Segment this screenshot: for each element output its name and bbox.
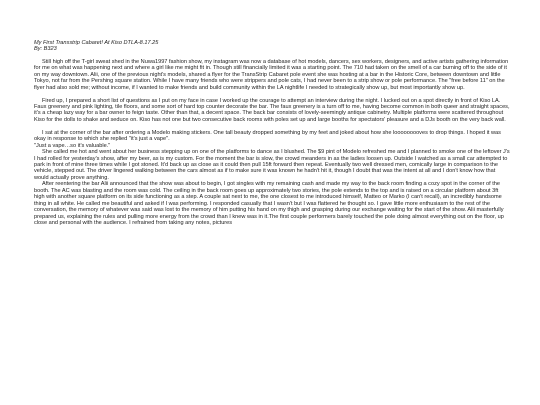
document-page — [34, 40, 510, 405]
paragraph-intro: Still high off the T-girl sweat shed in the Nuwa1997 fashion show, my instagram was now a database of hot models, dancers, sex workers, designers, and active artists gathering information for me on what was happening next and where a girl like me might fit in. Though still financially limited it was a starting point. The 710 had taken on the smell of a car burning off to the side of it on my way downtown. Alii, one of the previous night's models, shared a flyer for the TransStrip Cabaret pole event she was hosting at a bar in the Historic Core, between downtown and little Tokyo, not far from the Pershing square station. While I have many friends who were strippers and pole cats, I had never been to a strip show or pole performance. The "free before 11" on the flyer had also sold me; without income, if I wanted to make friends and build community within the LA nightlife I needed to strategically show up, but most importantly show up. — [34, 58, 509, 91]
document-title: My First Transstrip Cabaret! At Kiso DTLA-8.17.25 — [34, 40, 159, 46]
paragraph-arrival: Fired up, I prepared a short list of questions as I put on my face in case I worked up the courage to attempt an interview during the night. I lucked out on a spot directly in front of Kiso LA. Faux greenery and pink lighting, tile floors, and some sort of hard top counter decorate the bar. The faux greenery is a turn off to me, having become common in both queer and straight spaces, it's a cheap lazy way for a bar owner to feign taste. Other than that, a decent space. The back bar consists of lovely-seemingly antique cabinetry. Multiple platforms were scattered throughout Kiso for the dolls to shake and seduce on. Kiso has not one but two consecutive back rooms with poles set up and large booths for spectators' pleasure and a DJs booth on the very back wall. — [34, 97, 510, 123]
document-byline: By: B323 — [34, 46, 57, 53]
paragraph-outside: She called me hot and went about her business stepping up on one of the platforms to dance as I blushed. The $9 pint of Modelo refreshed me and I planned to smoke one of the leftover J's I had rolled for yesterday's show, after my beer, as is my custom. For the moment the bar is slow, the crowd meanders in as the ladies loosen up. Outside I watched as a small car attempted to park in front of mine three times while I got stoned. It'd back up as close as it could then pull 15ft forward then repeat. Eventually two well dressed men, comically large in comparison to the vehicle, stepped out. The driver lingered walking between the cars almost as if to make sure it was known he hadn't hit it, though I doubt that was the intent at all and I don't know how that would actually prove anything. — [34, 149, 510, 181]
paragraph-bar: I sat at the corner of the bar after ordering a Modelo making stickers. One tall beauty dropped something by my feet and joked about how she looooooooves to drop things. I hoped it was okay in response to which she replied "it's just a vape". — [34, 129, 501, 143]
paragraph-show: After reentering the bar Alii announced that the show was about to begin, I got singles with my remaining cash and made my way to the back room finding a cozy spot in the corner of the booth. The AC was blasting and the room was cold. The ceiling in the back room goes up approximately two stories, the pole extends to the top and is raised on a circular platform about 3ft high with another square platform on its side functioning as a step. A couple sat next to me, the one closest to me introduced himself, Matteo or Marko (I can't recall), an incredibly handsome thing in all white. He called me beautiful and asked if I was performing. I responded casually that I wasn't but I was flattered he thought so. I gave little more enthusiasm to the rest of the conversation, the memory of whatever was said was lost to the memory of him putting his hand on my thigh and grasping during our exchange waiting for the start of the show. Alii masterfully prepared us, explaining the rules and pulling more energy from the crowd than I knew was in it.The first couple performers barely touched the pole doing almost everything out on the floor, up close and personal with the audience. I refrained from taking any notes, pictures — [34, 181, 504, 227]
title-block — [34, 40, 510, 53]
paragraph-quote: "Just a vape…so it's valuable." — [34, 142, 111, 149]
